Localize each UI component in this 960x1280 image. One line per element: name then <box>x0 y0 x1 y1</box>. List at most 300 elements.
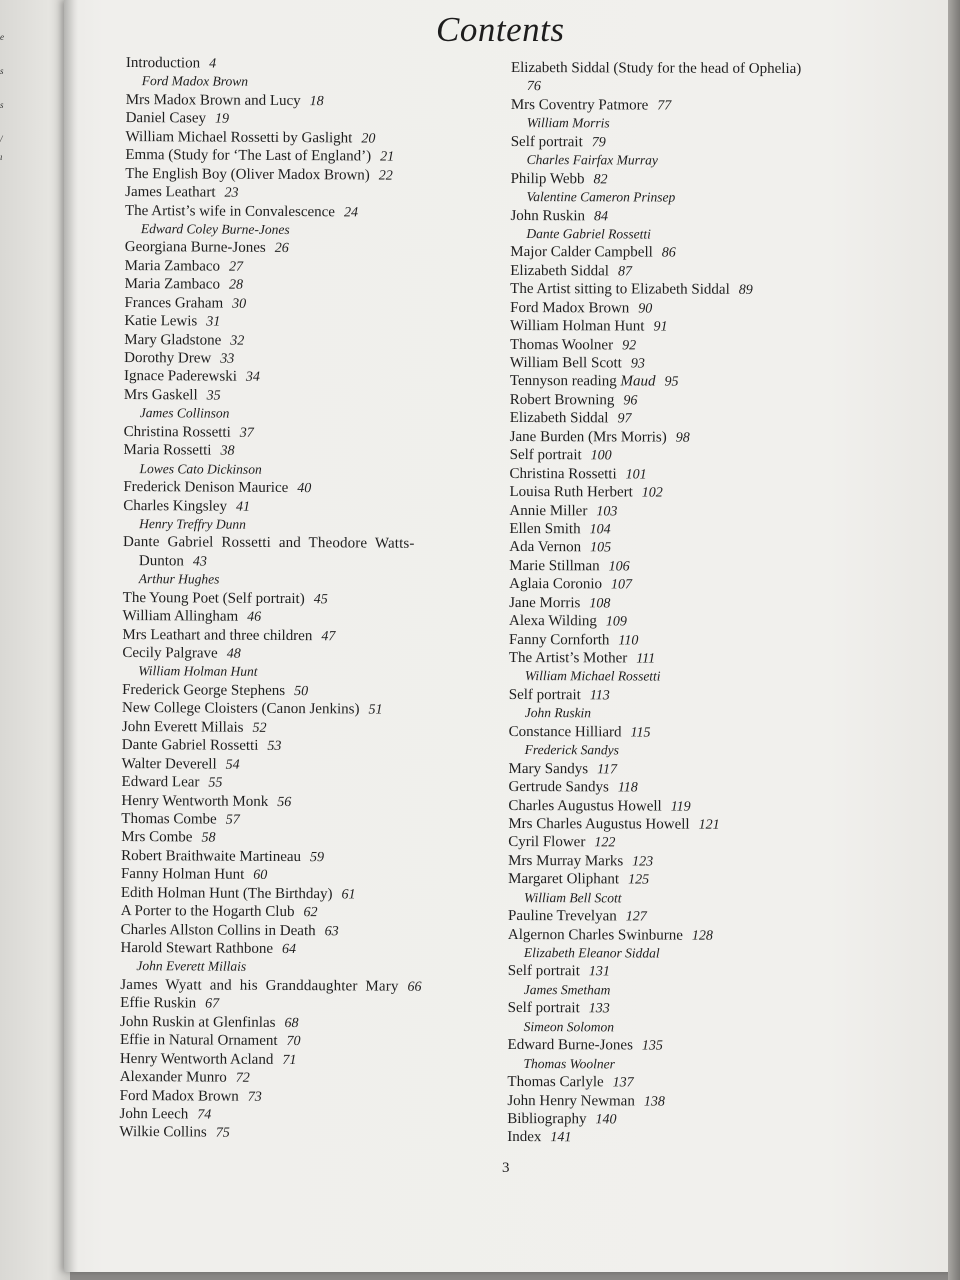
contents-column-right <box>507 59 801 1148</box>
entry-page-number: 41 <box>235 499 251 515</box>
contents-entry <box>126 109 427 129</box>
entry-title: Christina Rossetti <box>509 465 617 482</box>
entry-page-number: 32 <box>230 333 245 349</box>
entry-title: Mrs Madox Brown and Lucy <box>125 91 301 109</box>
contents-entry <box>510 280 800 299</box>
entry-page-number: 45 <box>313 591 328 607</box>
entry-title: William Allingham <box>122 608 239 625</box>
contents-entry <box>509 649 799 668</box>
entry-page-number: 125 <box>628 872 650 888</box>
entry-title: Elizabeth Siddal <box>510 262 610 280</box>
entry-page-number: 34 <box>245 370 260 386</box>
contents-entry <box>124 349 425 369</box>
entry-page-number: 68 <box>284 1015 299 1031</box>
entry-title: Self portrait <box>507 1000 580 1017</box>
entry-title: Elizabeth Siddal <box>509 410 609 427</box>
artist-heading: William Michael Rossetti <box>524 668 661 684</box>
artist-heading: Frederick Sandys <box>524 742 619 758</box>
entry-page-number: 4 <box>209 56 217 72</box>
entry-page-number: 128 <box>691 928 713 944</box>
entry-page-number: 97 <box>617 411 632 427</box>
contents-entry <box>507 1110 797 1129</box>
entry-title: The Artist sitting to Elizabeth Siddal <box>510 281 730 299</box>
entry-page-number: 43 <box>192 554 207 570</box>
entry-title: John Everett Millais <box>121 718 244 736</box>
contents-entry <box>508 833 798 852</box>
entry-page-number: 23 <box>224 185 239 201</box>
contents-entry <box>509 686 799 705</box>
entry-title: Gertrude Sandys <box>508 779 609 796</box>
entry-page-number: 58 <box>201 830 216 846</box>
page-stack-edge <box>948 0 960 1280</box>
contents-entry <box>508 815 798 834</box>
contents-entry <box>123 478 424 498</box>
entry-title: Jane Morris <box>509 594 581 611</box>
entry-title: Maria Rossetti <box>123 442 212 459</box>
artist-heading: Thomas Woolner <box>523 1055 615 1071</box>
entry-title: Thomas Carlyle <box>507 1074 604 1091</box>
entry-title: Charles Allston Collins in Death <box>120 921 316 939</box>
contents-entry <box>510 465 800 484</box>
contents-entry <box>509 594 799 613</box>
entry-page-number: 27 <box>229 259 244 275</box>
artist-heading: Charles Fairfax Murray <box>526 152 658 168</box>
contents-entry <box>126 54 427 74</box>
entry-page-number: 60 <box>253 868 268 884</box>
entry-title: Ford Madox Brown <box>510 299 630 317</box>
contents-entry <box>119 1123 420 1143</box>
contents-entry <box>509 520 799 539</box>
contents-entry <box>124 294 425 314</box>
contents-entry <box>122 681 423 701</box>
contents-entry <box>120 1050 421 1070</box>
previous-page-text-fragment: / <box>0 134 3 144</box>
entry-title: Cyril Flower <box>508 834 586 851</box>
entry-page-number: 52 <box>252 720 267 736</box>
entry-title: Effie in Natural Ornament <box>119 1032 278 1050</box>
entry-title: Emma (Study for ‘The Last of England’) <box>125 147 372 165</box>
contents-entry <box>511 96 801 115</box>
contents-entry <box>507 1128 797 1147</box>
contents-entry <box>124 423 425 443</box>
artist-heading: William Holman Hunt <box>138 663 258 680</box>
contents-entry <box>124 312 425 332</box>
contents-entry <box>508 926 798 945</box>
contents-entry <box>123 607 424 627</box>
entry-title: Edward Lear <box>121 774 200 791</box>
entry-page-number: 56 <box>277 794 292 810</box>
contents-entry <box>510 243 800 262</box>
entry-page-number: 40 <box>297 481 312 497</box>
entry-title: Robert Braithwaite Martineau <box>121 847 302 865</box>
entry-page-number: 21 <box>380 149 395 165</box>
entry-page-number: 33 <box>220 351 235 367</box>
entry-title: Mrs Leathart and three children <box>122 626 313 644</box>
entry-title: Mary Gladstone <box>124 331 222 349</box>
entry-title: The Artist’s Mother <box>508 649 628 667</box>
entry-title: Edward Burne-Jones <box>507 1037 633 1054</box>
contents-entry <box>123 496 424 516</box>
entry-page-number: 76 <box>526 79 541 95</box>
contents-entry <box>121 810 422 830</box>
contents-entry <box>509 501 799 520</box>
entry-page-number: 64 <box>281 941 297 958</box>
contents-entry <box>125 257 426 277</box>
contents-entry <box>121 847 422 867</box>
artist-heading: Edward Coley Burne-Jones <box>140 221 290 237</box>
contents-entry <box>121 865 422 885</box>
contents-entry <box>125 275 426 295</box>
entry-title: The English Boy (Oliver Madox Brown) <box>125 165 370 184</box>
entry-page-number: 137 <box>612 1075 634 1091</box>
entry-page-number: 46 <box>247 609 262 625</box>
entry-title: Mrs Gaskell <box>123 386 198 404</box>
contents-entry <box>121 828 422 848</box>
entry-title: Charles Kingsley <box>123 497 228 515</box>
entry-title: Elizabeth Siddal (Study for the head of Ophelia) <box>510 59 802 78</box>
contents-entry <box>125 201 426 221</box>
entry-page-number: 100 <box>590 448 612 464</box>
entry-title: Edith Holman Hunt (The Birthday) <box>120 884 333 902</box>
contents-entry <box>508 852 798 871</box>
entry-title: A Porter to the Hogarth Club <box>120 903 295 921</box>
contents-entry <box>122 644 423 664</box>
contents-entry <box>509 483 799 502</box>
entry-page-number: 26 <box>274 241 289 257</box>
previous-page-edge <box>0 0 70 1280</box>
contents-entry <box>510 391 800 410</box>
entry-title: Frederick George Stephens <box>122 681 286 699</box>
entry-title-italic: Maud <box>620 373 656 390</box>
entry-title: Annie Miller <box>509 502 588 519</box>
entry-page-number: 90 <box>638 301 653 317</box>
entry-title: Mrs Coventry Patmore <box>510 96 649 114</box>
entry-title: Thomas Woolner <box>509 336 614 353</box>
entry-title: Dorothy Drew <box>124 349 212 367</box>
contents-entry <box>510 336 800 355</box>
entry-page-number: 74 <box>197 1107 212 1123</box>
entry-title: Katie Lewis <box>124 313 198 330</box>
contents-entry <box>120 994 421 1014</box>
contents-entry <box>507 1091 797 1110</box>
entry-page-number: 70 <box>286 1034 301 1050</box>
entry-page-number: 62 <box>303 905 318 921</box>
entry-title: The Artist’s wife in Convalescence <box>124 202 336 220</box>
page-number: 3 <box>502 1160 510 1176</box>
contents-entry <box>125 128 426 148</box>
entry-page-number: 104 <box>589 522 611 538</box>
entry-page-number: 141 <box>550 1130 572 1146</box>
contents-entry <box>123 533 424 553</box>
contents-entry <box>125 238 426 258</box>
contents-entry <box>508 870 798 889</box>
contents-entry <box>124 331 425 351</box>
entry-page-number: 101 <box>625 467 647 483</box>
entry-title: Robert Browning <box>509 391 615 409</box>
contents-entry <box>511 59 801 78</box>
entry-title: Margaret Oliphant <box>508 871 620 888</box>
entry-title: Philip Webb <box>510 170 585 187</box>
entry-page-number: 20 <box>361 131 376 147</box>
contents-entry <box>124 386 425 406</box>
entry-title: Effie Ruskin <box>120 995 197 1012</box>
contents-entry <box>511 77 801 96</box>
contents-entry <box>121 884 422 904</box>
artist-heading: Simeon Solomon <box>523 1018 615 1035</box>
entry-page-number: 131 <box>588 964 610 980</box>
entry-page-number: 138 <box>643 1093 665 1110</box>
entry-page-number: 38 <box>220 443 235 459</box>
entry-page-number: 73 <box>247 1089 262 1105</box>
entry-page-number: 117 <box>597 761 618 777</box>
contents-entry <box>119 1105 420 1125</box>
contents-entry <box>510 372 800 391</box>
contents-entry <box>510 317 800 336</box>
contents-entry <box>125 146 426 166</box>
entry-title: New College Cloisters (Canon Jenkins) <box>121 700 360 718</box>
entry-title: Ignace Paderewski <box>123 368 237 386</box>
entry-title: Maria Zambaco <box>124 257 221 275</box>
entry-title: John Leech <box>119 1105 189 1123</box>
entry-title: Self portrait <box>507 963 580 980</box>
entry-title: William Michael Rossetti by Gaslight <box>125 128 353 147</box>
artist-heading: Ford Madox Brown <box>141 73 249 90</box>
entry-page-number: 115 <box>630 725 651 741</box>
entry-page-number: 54 <box>225 757 240 773</box>
entry-title: Charles Augustus Howell <box>508 797 662 815</box>
entry-page-number: 79 <box>591 135 606 151</box>
artist-heading: William Bell Scott <box>524 889 622 906</box>
entry-title: Louisa Ruth Herbert <box>509 484 633 501</box>
entry-page-number: 87 <box>617 264 633 280</box>
contents-entry <box>510 206 800 225</box>
entry-page-number: 135 <box>641 1038 663 1054</box>
contents-entry <box>121 902 422 922</box>
contents-entry <box>120 1086 421 1106</box>
entry-page-number: 89 <box>738 283 753 299</box>
entry-title: Bibliography <box>507 1110 587 1128</box>
contents-entry <box>510 428 800 447</box>
entry-title: Self portrait <box>510 133 583 151</box>
contents-entry <box>509 631 799 650</box>
artist-heading: Valentine Cameron Prinsep <box>526 189 676 205</box>
artist-heading: Henry Treffry Dunn <box>139 516 246 532</box>
entry-page-number: 118 <box>617 780 638 796</box>
entry-page-number: 47 <box>321 628 336 644</box>
entry-page-number: 19 <box>214 111 230 127</box>
entry-title: Constance Hilliard <box>508 723 622 741</box>
entry-title: Maria Zambaco <box>124 276 221 293</box>
artist-heading: Dante Gabriel Rossetti <box>526 225 651 242</box>
entry-title: Thomas Combe <box>121 810 217 828</box>
entry-title: Alexander Munro <box>119 1069 227 1086</box>
contents-entry <box>509 612 799 631</box>
contents-entry <box>123 552 424 572</box>
contents-entry <box>508 796 798 815</box>
contents-entry <box>121 791 422 811</box>
entry-page-number: 91 <box>653 319 668 335</box>
entry-title: Mrs Murray Marks <box>508 852 624 870</box>
entry-page-number: 31 <box>206 314 221 330</box>
contents-column-left <box>119 54 427 1144</box>
entry-title: James Leathart <box>125 184 216 201</box>
artist-heading: James Smetham <box>523 981 611 998</box>
entry-title: Frederick Denison Maurice <box>123 479 289 497</box>
entry-page-number: 109 <box>605 614 627 630</box>
entry-page-number: 37 <box>239 425 254 441</box>
entry-title: Wilkie Collins <box>119 1124 207 1141</box>
previous-page-text-fragment: ı <box>0 152 3 162</box>
entry-page-number: 93 <box>630 356 645 372</box>
entry-title: Introduction <box>125 54 201 72</box>
entry-page-number: 77 <box>657 98 672 114</box>
entry-title: Dante Gabriel Rossetti <box>121 737 259 755</box>
entry-page-number: 50 <box>294 683 309 699</box>
contents-entry <box>120 976 421 996</box>
entry-title: Marie Stillman <box>509 557 600 575</box>
entry-title: John Henry Newman <box>507 1092 635 1109</box>
entry-title: Aglaia Coronio <box>509 576 603 593</box>
contents-entry <box>510 262 800 281</box>
entry-page-number: 84 <box>594 208 609 224</box>
entry-title: Daniel Casey <box>125 110 207 127</box>
previous-page-text-fragment: s <box>0 100 4 110</box>
entry-page-number: 66 <box>407 979 422 995</box>
entry-page-number: 53 <box>267 739 282 755</box>
entry-page-number: 51 <box>368 702 383 718</box>
entry-title: John Ruskin <box>510 207 586 224</box>
entry-title: Self portrait <box>508 686 581 704</box>
entry-page-number: 108 <box>589 595 611 612</box>
contents-entry <box>510 446 800 465</box>
entry-title: Christina Rossetti <box>123 423 231 441</box>
contents-entry <box>122 736 423 756</box>
contents-entry <box>122 626 423 646</box>
contents-entry <box>120 939 421 959</box>
entry-page-number: 96 <box>623 393 638 409</box>
entry-page-number: 127 <box>625 909 647 925</box>
entry-title: Major Calder Campbell <box>510 244 653 261</box>
artist-heading: Lowes Cato Dickinson <box>139 460 262 477</box>
contents-entry <box>508 962 798 981</box>
artist-heading: Arthur Hughes <box>138 571 220 587</box>
entry-page-number: 48 <box>226 646 241 662</box>
entry-title: Ford Madox Brown <box>119 1087 239 1105</box>
entry-page-number: 121 <box>698 817 720 833</box>
entry-title: Mrs Charles Augustus Howell <box>508 815 690 833</box>
contents-entry <box>121 921 422 941</box>
artist-heading: John Ruskin <box>524 705 592 721</box>
artist-heading: James Collinson <box>139 405 230 421</box>
entry-title: Georgiana Burne-Jones <box>124 239 266 257</box>
entry-title: Frances Graham <box>124 294 224 312</box>
entry-title: Pauline Trevelyan <box>507 908 617 925</box>
entry-title: The Young Poet (Self portrait) <box>122 589 305 607</box>
entry-page-number: 61 <box>341 887 356 903</box>
contents-entry <box>511 170 801 189</box>
entry-page-number: 110 <box>618 632 639 649</box>
entry-page-number: 123 <box>632 854 654 870</box>
contents-entry <box>510 354 800 373</box>
contents-entry <box>123 589 424 609</box>
entry-page-number: 18 <box>309 93 324 110</box>
entry-page-number: 106 <box>608 559 630 575</box>
entry-page-number: 57 <box>225 812 240 828</box>
entry-page-number: 107 <box>611 577 633 593</box>
entry-title: Cecily Palgrave <box>122 644 218 662</box>
contents-entry <box>509 575 799 594</box>
contents-entry <box>122 755 423 775</box>
contents-entry <box>510 409 800 428</box>
entry-title: Fanny Cornforth <box>508 631 610 648</box>
entry-page-number: 111 <box>636 651 656 667</box>
entry-title: William Bell Scott <box>509 354 622 372</box>
contents-entry <box>509 723 799 742</box>
entry-page-number: 98 <box>675 430 690 446</box>
entry-page-number: 72 <box>235 1070 250 1086</box>
entry-title: Jane Burden (Mrs Morris) <box>509 428 667 446</box>
entry-page-number: 75 <box>215 1125 230 1142</box>
entry-title: Ellen Smith <box>509 520 581 538</box>
artist-heading: John Everett Millais <box>136 958 247 975</box>
entry-page-number: 113 <box>589 688 610 704</box>
entry-title: Alexa Wilding <box>509 613 597 630</box>
artist-heading: Elizabeth Eleanor Siddal <box>523 945 660 961</box>
contents-entry <box>126 91 427 111</box>
contents-entry <box>125 165 426 185</box>
entry-title: Index <box>507 1129 542 1146</box>
entry-page-number: 63 <box>324 923 339 939</box>
entry-title: John Ruskin at Glenfinlas <box>120 1013 276 1031</box>
entry-page-number: 122 <box>594 835 616 851</box>
entry-page-number: 30 <box>232 296 247 312</box>
entry-title: Dante Gabriel Rossetti and Theodore Watts- <box>122 534 415 553</box>
entry-title: Tennyson reading <box>509 373 617 390</box>
artist-heading: William Morris <box>526 115 610 131</box>
entry-title: Henry Wentworth Acland <box>119 1050 274 1068</box>
contents-entry <box>122 718 423 738</box>
page-title: Contents <box>436 10 565 49</box>
entry-page-number: 140 <box>595 1112 617 1128</box>
contents-entry <box>509 557 799 576</box>
contents-entry <box>121 773 422 793</box>
entry-page-number: 82 <box>593 171 608 187</box>
entry-page-number: 55 <box>208 775 223 791</box>
entry-page-number: 22 <box>378 168 393 184</box>
entry-title: Self portrait <box>509 447 582 464</box>
entry-page-number: 35 <box>206 388 221 404</box>
entry-page-number: 59 <box>310 849 325 866</box>
entry-title: Walter Deverell <box>121 755 217 773</box>
contents-entry <box>508 999 798 1018</box>
entry-page-number: 133 <box>588 1001 610 1017</box>
entry-page-number: 119 <box>670 799 691 815</box>
entry-page-number: 102 <box>641 485 663 501</box>
entry-title: Fanny Holman Hunt <box>120 866 245 883</box>
contents-entry <box>510 299 800 318</box>
entry-page-number: 92 <box>622 337 637 354</box>
entry-page-number: 24 <box>343 204 359 220</box>
contents-entry <box>124 441 425 461</box>
entry-title: Harold Stewart Rathbone <box>120 939 274 957</box>
entry-page-number: 103 <box>596 503 618 519</box>
contents-entry <box>120 1068 421 1088</box>
entry-page-number: 105 <box>590 540 612 556</box>
contents-entry <box>508 907 798 926</box>
entry-page-number: 71 <box>282 1052 297 1068</box>
spine-shadow <box>64 0 78 1272</box>
entry-page-number: 67 <box>205 996 220 1012</box>
